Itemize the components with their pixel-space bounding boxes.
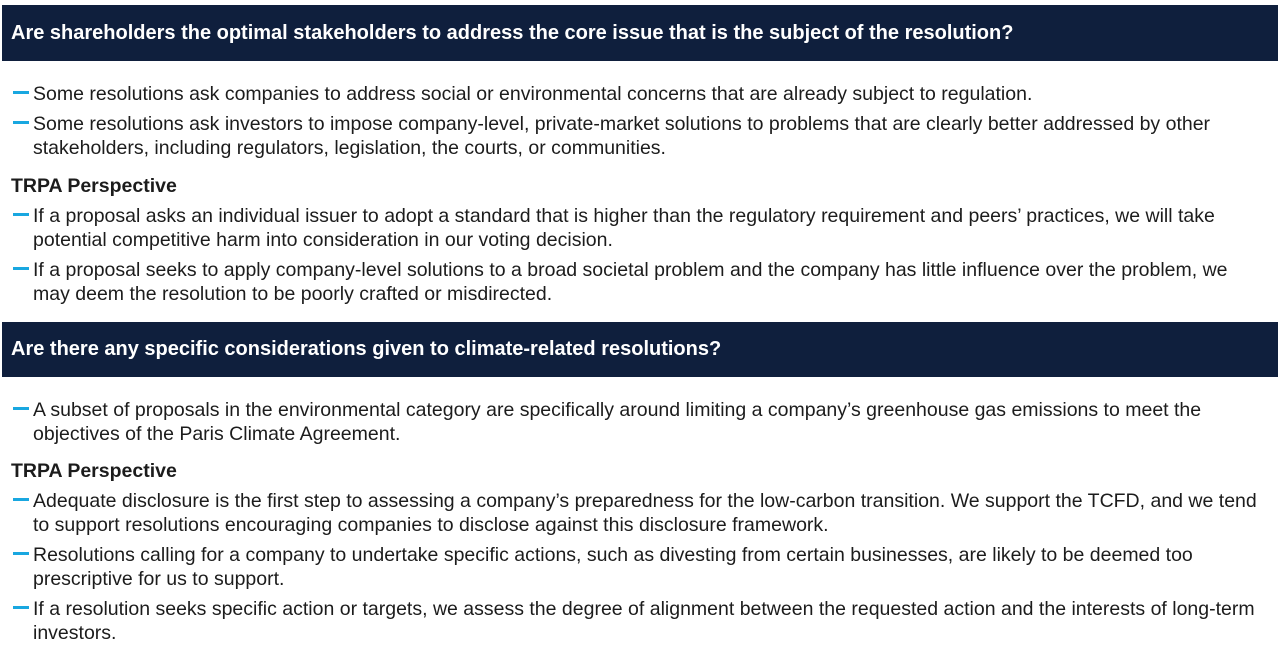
section2-perspective <box>0 459 1280 645</box>
bullet-text: Some resolutions ask companies to address social or environmental concerns that are already subject to regulation. <box>33 83 1033 105</box>
dash-bullet-icon <box>13 121 29 124</box>
dash-bullet-icon <box>13 267 29 270</box>
dash-bullet-icon <box>13 213 29 216</box>
dash-bullet-icon <box>13 407 29 410</box>
bullet-text: A subset of proposals in the environmental category are specifically around limiting a company’s greenhouse gas emissions to meet the objectives of the Paris Climate Agreement. <box>33 399 1202 445</box>
dash-bullet-icon <box>13 498 29 501</box>
section1-perspective <box>0 174 1280 306</box>
section2-heading: Are there any specific considerations given to climate-related resolutions? <box>2 322 1278 377</box>
bullet-text: If a proposal asks an individual issuer to adopt a standard that is higher than the regulatory requirement and peers’ practices, we will take potential competitive harm into consideration in our voting decision. <box>33 205 1215 251</box>
bullet-text: If a resolution seeks specific action or targets, we assess the degree of alignment between the requested action and the interests of long-term investors. <box>33 598 1255 644</box>
bullet-text: If a proposal seeks to apply company-level solutions to a broad societal problem and the company has little influence over the problem, we may deem the resolution to be poorly crafted or misdirected. <box>33 259 1228 305</box>
list-item <box>0 204 1280 252</box>
bullet-text: Adequate disclosure is the first step to assessing a company’s preparedness for the low-carbon transition. We support the TCFD, and we tend to support resolutions encouraging companies to disclose against this disclosure framework. <box>33 490 1257 536</box>
dash-bullet-icon <box>13 91 29 94</box>
perspective-title: TRPA Perspective <box>11 460 177 482</box>
perspective-title: TRPA Perspective <box>11 175 177 197</box>
list-item <box>0 258 1280 306</box>
list-item <box>0 489 1280 537</box>
bullet-text: Some resolutions ask investors to impose company-level, private-market solutions to problems that are clearly better addressed by other stakeholders, including regulators, legislation, the courts, or communities. <box>33 113 1211 159</box>
section1-heading: Are shareholders the optimal stakeholders to address the core issue that is the subject of the resolution? <box>2 5 1278 61</box>
list-item <box>0 398 1280 446</box>
bullet-text: Resolutions calling for a company to undertake specific actions, such as divesting from certain businesses, are likely to be deemed too prescriptive for us to support. <box>33 544 1193 590</box>
list-item <box>0 543 1280 591</box>
list-item <box>0 112 1280 160</box>
dash-bullet-icon <box>13 606 29 609</box>
section2-bullet-list <box>0 398 1280 446</box>
list-item <box>0 82 1280 106</box>
dash-bullet-icon <box>13 552 29 555</box>
section1-bullet-list <box>0 82 1280 160</box>
list-item <box>0 597 1280 645</box>
